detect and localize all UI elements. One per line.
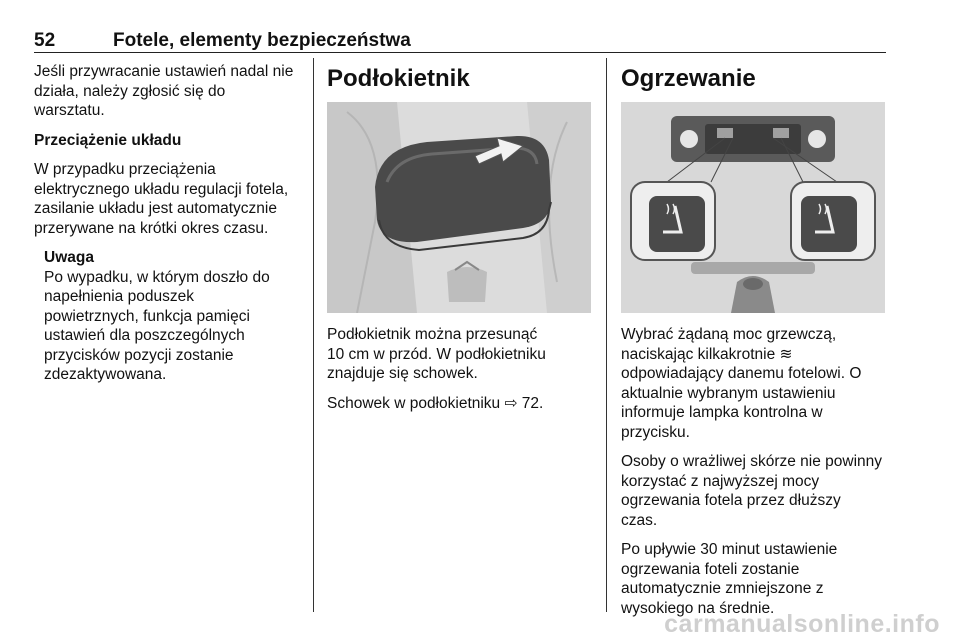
section-heading-heating: Ogrzewanie: [621, 65, 756, 92]
watermark: carmanualsonline.info: [664, 610, 940, 638]
column-divider: [606, 58, 607, 612]
column-1: [34, 62, 306, 385]
note-heading: Uwaga: [44, 249, 94, 266]
page-header: [34, 30, 886, 53]
column-3: [621, 62, 887, 628]
heating-paragraph-1: Wybrać żądaną moc grzewczą, naciskając kilkakrotnie ≋ odpowiadający danemu fotelowi. O aktualnie wybranym ustawieniu informuje lampka kontrolna w przycisku.: [621, 326, 862, 441]
armrest-paragraph: Podłokietnik można przesunąć 10 cm w przód. W podłokietniku znajduje się schowek.: [327, 326, 546, 382]
seat-heating-illustration: [621, 102, 885, 313]
section-heading-overload: Przeciążenie układu: [34, 131, 182, 149]
page-title: Fotele, elementy bezpieczeństwa: [113, 30, 411, 51]
heating-paragraph-3: Po upływie 30 minut ustawienie ogrzewania foteli zostanie automatycznie zmniejszone z wysokiego na średnie.: [621, 541, 838, 617]
note-block: [44, 248, 306, 385]
column-2: [327, 62, 593, 423]
heating-paragraph-2: Osoby o wrażliwej skórze nie powinny korzystać z najwyższej mocy ogrzewania fotela przez dłuższy czas.: [621, 453, 883, 529]
note-text: Po wypadku, w którym doszło do napełnienia poduszek powietrznych, funkcja pamięci ustawień dla poszczególnych przycisków pozycji zostanie zdezaktywowana.: [44, 268, 270, 383]
column-divider: [313, 58, 314, 612]
page-number: 52: [34, 30, 56, 51]
intro-paragraph: Jeśli przywracanie ustawień nadal nie działa, należy zgłosić się do warsztatu.: [34, 63, 294, 119]
armrest-illustration: [327, 102, 591, 313]
overload-paragraph: W przypadku przeciążenia elektrycznego układu regulacji fotela, zasilanie układu jest automatycznie przerywane na krótki okres czasu.: [34, 161, 289, 237]
section-heading-armrest: Podłokietnik: [327, 65, 470, 92]
armrest-reference: Schowek w podłokietniku ⇨ 72.: [327, 394, 544, 412]
